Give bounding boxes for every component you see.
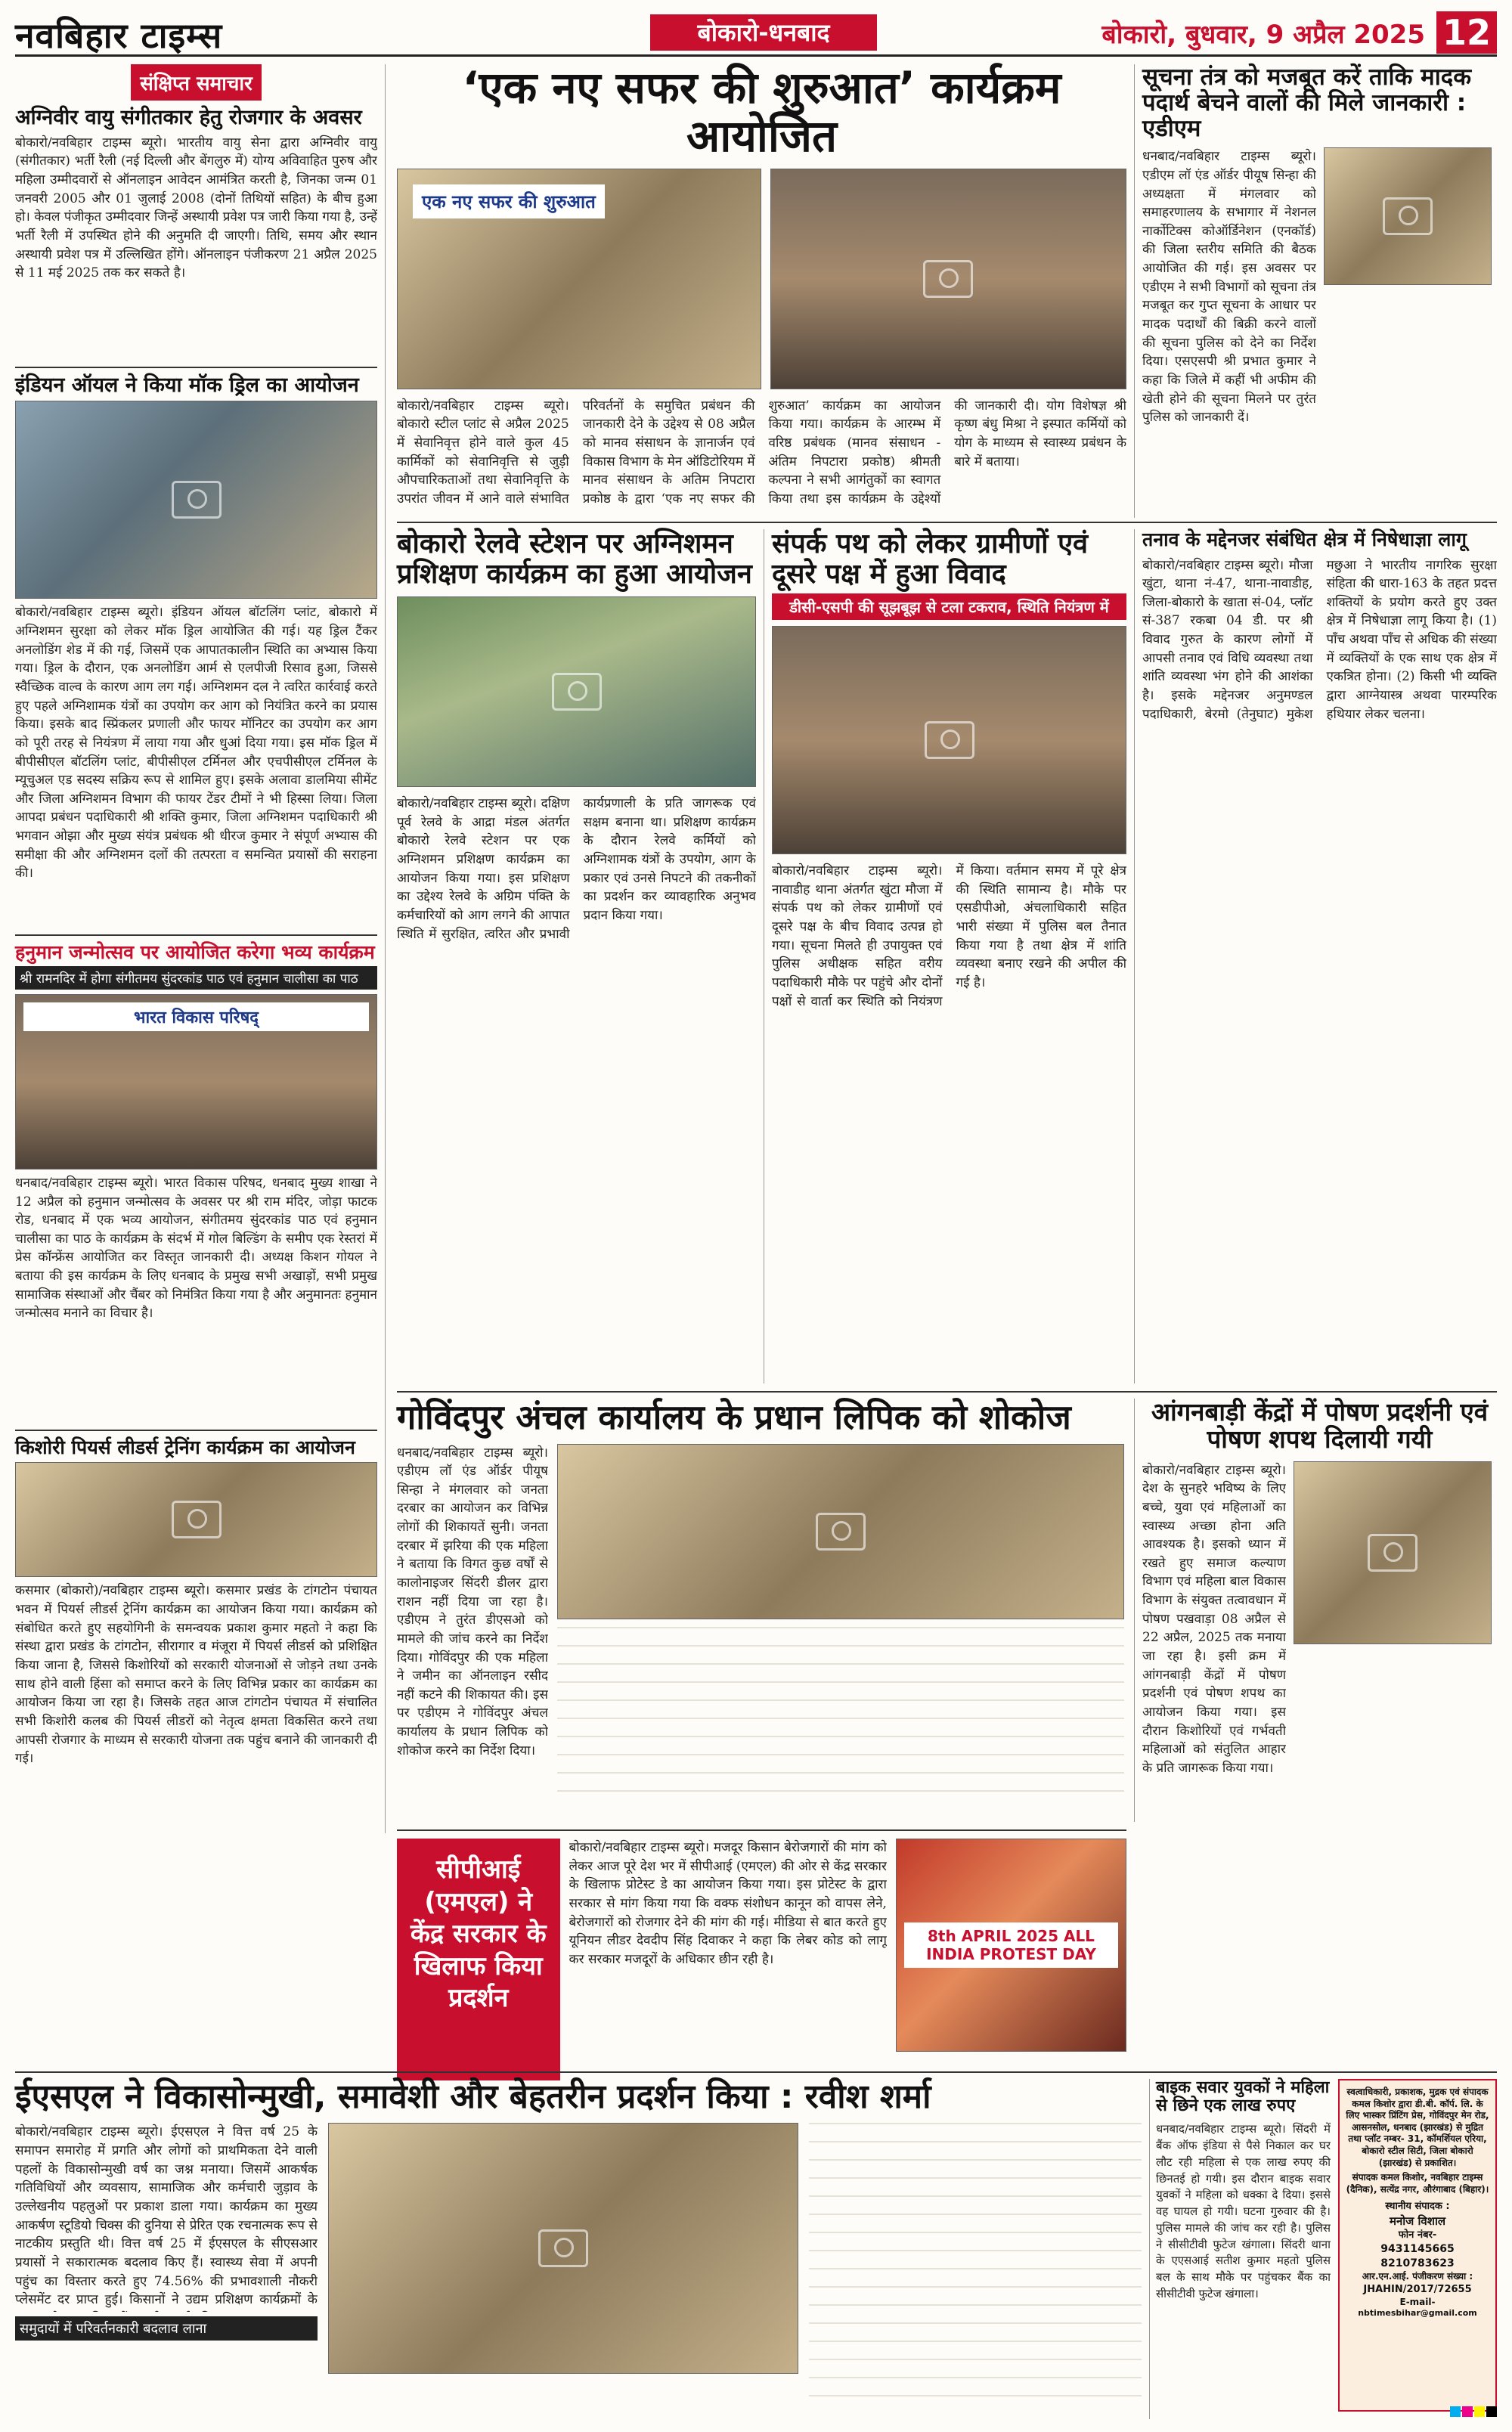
local-editor-name: मनोज विशाल (1389, 2214, 1445, 2228)
lead-headline: ‘एक नए सफर की शुरुआत’ कार्यक्रम आयोजित (462, 62, 1061, 162)
yellow-mark (1474, 2406, 1485, 2417)
photo-icon (1368, 1534, 1418, 1572)
imprint-editor: संपादक कमल किशोर, नवबिहार टाइम्स (दैनिक), सत्येंद्र नगर, औरंगाबाद (बिहार)। (1346, 2172, 1489, 2195)
page-number: 12 (1436, 11, 1497, 54)
gobindpur-story (397, 1399, 1126, 1822)
phone-label: फोन नंबर- (1398, 2229, 1437, 2241)
anganwadi-story (1134, 1399, 1497, 1822)
village-headline: संपर्क पथ को लेकर ग्रामीणों एवं दूसरे पक्ष में हुआ विवाद (772, 528, 1089, 590)
esl-headline: ईएसएल ने विकासोन्मुखी, समावेशी और बेहतरीन प्रदर्शन किया : रवीश शर्मा (15, 2077, 931, 2116)
cpi-ml-box-headline: सीपीआई (एमएल) ने केंद्र सरकार के खिलाफ किया प्रदर्शन (397, 1839, 560, 2080)
lead-body: बोकारो/नवबिहार टाइम्स ब्यूरो। बोकारो स्टील प्लांट से अप्रैल 2025 में सेवानिवृत्त होने वाले कुल 45 कार्मिकों को सेवानिवृत्ति से जुड़ी औपचारिकताओं तथा सेवानिवृत्ति के उपरांत जीवन में आने वाले संभावित परिवर्तनों के समुचित प्रबंधन की जानकारी देने के उद्देश्य से 08 अप्रैल को मानव संसाधन के ज्ञानार्जन एवं विकास विभाग के मेन ऑडिटोरियम में मानव संसाधन के अतिम निपटारा प्रकोष्ठ के द्वारा ‘एक नए सफर की शुरुआत’ कार्यक्रम का आयोजन किया गया। कार्यक्रम के आरम्भ में वरिष्ठ प्रबंधक (मानव संसाधन - अंतिम निपटारा प्रकोष्ठ) श्रीमती कल्पना ने सभी आगंतुकों का स्वागत किया तथा इस कार्यक्रम के उद्देश्यों की जानकारी दी। योग विशेषज्ञ श्री कृष्ण बंधु मिश्रा ने इस्पात कर्मियों को योग के माध्यम से स्वास्थ्य प्रबंधन के बारे में बताया। (397, 398, 1126, 507)
gobindpur-headline: गोविंदपुर अंचल कार्यालय के प्रधान लिपिक को शोकोज (397, 1397, 1071, 1437)
photo-icon (1383, 197, 1433, 235)
photo-icon (538, 2229, 588, 2267)
cpi-ml-story (397, 1829, 1126, 2064)
lead-photo-stage (397, 169, 761, 389)
lead-story (397, 64, 1126, 518)
anganwadi-headline: आंगनबाड़ी केंद्रों में पोषण प्रदर्शनी एवं पोषण शपथ दिलायी गयी (1151, 1397, 1489, 1455)
esl-body: बोकारो/नवबिहार टाइम्स ब्यूरो। ईएसएल ने वित्त वर्ष 25 के समापन समारोह में प्रगति और लोगों को प्राथमिकता देने वाली पहलों के विकासोन्मुखी वर्ष का जश्न मनाया। जिसमें आकर्षक गतिविधियों और व्यवसाय, सामाजिक और कर्मचारी जुड़ाव के उल्लेखनीय पहलुओं पर प्रकाश डाला गया। कार्यक्रम का मुख्य आकर्षण स्टूडियो चिक्स की दुनिया से प्रेरित एक रचनात्मक रूप से नाटकीय प्रस्तुति थी। वित्त वर्ष 25 में ईएसएल के सीएसआर प्रयासों ने सकारात्मक बदलाव किए हैं। स्वास्थ्य सेवा में अपनी पहुंच का विस्तार करते हुए 74.56% की प्रभावशाली नौकरी प्लेसमेंट दर प्राप्त हुई। किसानों ने उद्यम प्रशिक्षण कार्यक्रमों के (15, 2124, 318, 2308)
photo-icon (816, 1513, 866, 1551)
railway-story (397, 529, 756, 1383)
prohibitory-body: बोकारो/नवबिहार टाइम्स ब्यूरो। मौजा खुंटा, थाना नं-47, थाना-नावाडीह, जिला-बोकारो के खाता सं-04, प्लॉट सं-387 रकबा 04 डी. पर श्री विवाद गुरुत के कारण लोगों में आपसी तनाव एवं विधि व्यवस्था तथा शांति व्यवस्था भंग होने की आशंका है। इसके मद्देनजर अनुमण्डल पदाधिकारी, बेरमो (तेनुघाट) मुकेश मछुआ ने भारतीय नागरिक सुरक्षा संहिता की धारा-163 के तहत प्रदत्त शक्तियों के प्रयोग करते हुए उक्त क्षेत्र में निषेधाज्ञा लागू किया है। (1) पाँच अथवा पाँच से अधिक की संख्या में व्यक्तियों के एक साथ एक क्षेत्र में एकत्रित होना। (2) किसी भी व्यक्ति द्वारा आग्नेयास्त्र अथवा पारम्परिक हथियार लेकर चलना। (1142, 557, 1497, 722)
phone-2: 8210783623 (1380, 2257, 1455, 2269)
village-subhead: डीसी-एसपी की सूझबूझ से टला टकराव, स्थिति नियंत्रण में (772, 593, 1126, 620)
cyan-mark (1450, 2406, 1461, 2417)
briefs-label: संक्षिप्त समाचार (131, 64, 262, 101)
village-body: बोकारो/नवबिहार टाइम्स ब्यूरो। नावाडीह थाना अंतर्गत खुंटा मौजा में संपर्क पथ को लेकर ग्रामीणों एवं दूसरे पक्ष के बीच विवाद उत्पन्न हो गया। सूचना मिलते ही उपायुक्त एवं पुलिस अधीक्षक सहित वरीय पदाधिकारी मौके पर पहुंचे और दोनों पक्षों से वार्ता कर स्थिति को नियंत्रण में किया। वर्तमान समय में पूरे क्षेत्र की स्थिति सामान्य है। मौके पर एसडीपीओ, अंचलाधिकारी सहित भारी संख्या में पुलिस बल तैनात किया गया है तथा क्षेत्र में शांति व्यवस्था बनाए रखने की अपील की गई है। (772, 863, 1126, 1009)
divider (397, 522, 1497, 523)
railway-drill-photo (397, 596, 756, 787)
lead-banner-text: एक नए सफर की शुरुआत (413, 184, 605, 218)
left-column-briefs (15, 64, 386, 1833)
village-dispute-story (764, 529, 1126, 1383)
training-photo (15, 1462, 377, 1577)
anganwadi-photo (1294, 1461, 1492, 1644)
narcotics-meeting-photo (1324, 147, 1492, 285)
narcotics-headline: सूचना तंत्र को मजबूत करें ताकि मादक पदार्थ बेचने वालों की मिले जानकारी : एडीएम (1142, 64, 1472, 143)
brief-3-body: धनबाद/नवबिहार टाइम्स ब्यूरो। भारत विकास परिषद, धनबाद मुख्य शाखा ने 12 अप्रैल को हनुमान जन्मोत्सव के अवसर पर श्री राम मंदिर, जोड़ा फाटक रोड, धनबाद में एक भव्य आयोजन, संगीतमय सुंदरकांड पाठ एवं हनुमान चालीसा का पाठ के कार्यक्रम के संदर्भ में गोल बिल्डिंग के समीप एक रेस्तरां में प्रेस कॉन्फ्रेंस आयोजित कर विस्तृत जानकारी दी। अध्यक्ष किशन गोयल ने बताया की इस कार्यक्रम के लिए धनबाद के प्रमुख सभी अखाड़ों, सभी प्रमुख सामाजिक संस्थाओं और चैंबर को निमंत्रित किया गया है और अनुमानतः हनुमान जन्मोत्सव मनाने का विचार है। (15, 1175, 377, 1321)
gobindpur-continued-text (557, 1627, 1124, 1808)
email-label: E-mail- (1399, 2297, 1436, 2308)
mock-drill-photo (15, 401, 377, 599)
local-editor-label: स्थानीय संपादक : (1385, 2201, 1450, 2213)
esl-story (15, 2079, 1142, 2419)
bike-body: धनबाद/नवबिहार टाइम्स ब्यूरो। सिंदरी में बैंक ऑफ इंडिया से पैसे निकाल कर घर लौट रही महिला से एक लाख रुपए की छिनतई हो गयी। इस दौरान बाइक सवार युवकों ने महिला को धक्का दे दिया। इससे वह घायल हो गयी। घटना गुरुवार की है। पुलिस मामले की जांच कर रही है। पुलिस ने सीसीटीवी फुटेज खंगाला। सिंदरी थाना के एएसआई सतीश कुमार महतो पुलिस बल के साथ मौके पर पहुंचकर बैंक का सीसीटीवी फुटेज खंगाला। (1156, 2122, 1331, 2300)
brief-2-headline: इंडियन ऑयल ने किया मॉक ड्रिल का आयोजन (15, 373, 359, 397)
black-mark (1486, 2406, 1497, 2417)
anganwadi-body: बोकारो/नवबिहार टाइम्स ब्यूरो। देश के सुनहरे भविष्य के लिए बच्चे, युवा एवं महिलाओं का स्वास्थ्य अच्छा होना अति आवश्यक है। इसको ध्यान में रखते हुए समाज कल्याण विभाग एवं महिला बाल विकास विभाग के संयुक्त तत्वावधान में पोषण पखवाड़ा 08 अप्रैल से 22 अप्रैल, 2025 तक मनाया जा रहा है। इसी क्रम में आंगनबाड़ी केंद्रों में पोषण प्रदर्शनी एवं पोषण शपथ का आयोजन किया गया। इस दौरान किशोरियों एवं गर्भवती महिलाओं को संतुलित आहार के प्रति जागरूक किया गया। (1142, 1462, 1286, 1776)
masthead (15, 11, 1497, 57)
railway-body: बोकारो/नवबिहार टाइम्स ब्यूरो। दक्षिण पूर्व रेलवे के आद्रा मंडल अंतर्गत बोकारो रेलवे स्टेशन पर एक अग्निशमन प्रशिक्षण कार्यक्रम का आयोजन किया गया। इस प्रशिक्षण का उद्देश्य रेलवे के अग्रिम पंक्ति के कर्मचारियों को आग लगने की आपात स्थिति में सुरक्षित, त्वरित और प्रभावी कार्यप्रणाली के प्रति जागरूक एवं सक्षम बनाना था। प्रशिक्षण कार्यक्रम के दौरान रेलवे कर्मियों को अग्निशामक यंत्रों के उपयोग, आग के प्रकार एवं उनसे निपटने की तकनीकों का प्रदर्शन कर व्यावहारिक अनुभव प्रदान किया गया। (397, 796, 756, 942)
protest-banner-text: 8th APRIL 2025 ALL INDIA PROTEST DAY (904, 1922, 1118, 1968)
brief-4-body: कसमार (बोकारो)/नवबिहार टाइम्स ब्यूरो। कसमार प्रखंड के टांगटोन पंचायत भवन में पियर्स लीडर्स ट्रेनिंग कार्यक्रम का आयोजन किया गया। कार्यक्रम को संबोधित करते हुए सहयोगिनी के समन्वयक प्रकाश कुमार महतो ने कहा कि संस्था द्वारा प्रखंड के टांगटोन, सीरागार व मंजूरा में पियर्स लीडर्स को प्रशिक्षित किया जाना है, जिससे किशोरियों को सरकारी योजनाओं से जोड़ने तथा उनके साथ होने वाली हिंसा को समाप्त करने के लिए विभिन्न प्रकार का कार्यक्रम का आयोजन किया जा रहा है। जिसके तहत आज टांगटोन पंचायत में संचालित सभी किशोरी कलब की पियर्स लीडरों को नेतृत्व क्षमता विकसित करने तथा आपसी रोजगार के माध्यम से सरकारी योजना तक पहुंच बनाने की जानकारी दी गई। (15, 1583, 377, 1767)
cmyk-registration-marks (1450, 2406, 1497, 2417)
imprint-box (1338, 2079, 1497, 2412)
magenta-mark (1462, 2406, 1473, 2417)
gobindpur-body: धनबाद/नवबिहार टाइम्स ब्यूरो। एडीएम लॉ एंड ऑर्डर पीयूष सिन्हा ने मंगलवार को जनता दरबार का आयोजन कर विभिन्न लोगों की शिकायतें सुनी। जनता दरबार में झरिया की एक महिला ने बताया कि विगत कुछ वर्षों से कालोनाइजर सिंदरी डीलर द्वारा राशन नहीं दिया जा रहा है। एडीएम ने तुरंत डीएसओ को मामले की जांच करने का निर्देश दिया। गोविंदपुर की एक महिला ने जमीन का ऑनलाइन रसीद नहीं कटने की शिकायत की। इस पर एडीएम ने गोविंदपुर अंचल कार्यालय के प्रधान लिपिक को शोकोज करने का निर्देश दिया। (397, 1445, 548, 1758)
village-crowd-photo (772, 626, 1126, 854)
brief-1-body: बोकारो/नवबिहार टाइम्स ब्यूरो। भारतीय वायु सेना द्वारा अग्निवीर वायु (संगीतकार) भर्ती रैली (नई दिल्ली और बेंगलुरु में) योग्य अविवाहित पुरुष और महिला उम्मीदवारों से ऑनलाइन आवेदन आमंत्रित करती है, जिनका जन्म 01 जनवरी 2005 और 01 जुलाई 2008 (दोनों तिथियों सहित) के बीच हुआ हो। केवल पंजीकृत उम्मीदवार जिन्हें अस्थायी प्रवेश पत्र जारी किया गया है, उन्हें भर्ती रैली में उपस्थित होने की अनुमति दी जाएगी। तिथि, समय और स्थान अस्थायी प्रवेश पत्र में उल्लिखित होंगे। ऑनलाइन पंजीकरण 21 अप्रैल 2025 से 11 मई 2025 तक कर सकते है। (15, 135, 377, 281)
janta-darbar-photo (557, 1444, 1124, 1619)
issue-dateline: बोकारो, बुधवार, 9 अप्रैल 2025 (1101, 20, 1425, 50)
narcotics-story (1134, 64, 1497, 518)
photo-icon (172, 1501, 222, 1538)
brief-2-body: बोकारो/नवबिहार टाइम्स ब्यूरो। इंडियन ऑयल बॉटलिंग प्लांट, बोकारो में अग्निशमन सुरक्षा को लेकर मॉक ड्रिल आयोजित की गई। यह ड्रिल टैंकर अनलोडिंग शेड में की गई, जिसमें एक आपातकालीन स्थिति का अभ्यास किया गया। ड्रिल के दौरान, एक अनलोडिंग आर्म से एलपीजी रिसाव हुआ, जिससे स्वैच्छिक वाल्व के कारण आग लग गई। अग्निशमन दल ने त्वरित कार्रवाई करते हुए पहले अग्निशामक यंत्रों का उपयोग कर आग को नियंत्रित करने का प्रयास किया। इसके बाद स्प्रिंकलर प्रणाली और फायर मॉनिटर का उपयोग कर आग को पूरी तरह से नियंत्रण में लाया गया और धुआं दिया गया। इस मॉक ड्रिल में बीपीसीएल बॉटलिंग प्लांट, बीपीसीएल टर्मिनल और एचपीसीएल टर्मिनल के म्यूचुअल एड सदस्य सक्रिय रूप से शामिल हुए। इसके अलावा डालमिया सीमेंट और जिला अग्निशमन विभाग की फायर टेंडर टीमों ने भी हिस्सा लिया। जिला आपदा प्रबंधन पदाधिकारी श्री शक्ति कुमार, जिला अग्निशमन पदाधिकारी श्री भगवान ओझा और मुख्य संयंत्र प्रबंधक श्री धीरज कुमार ने संपूर्ण अभ्यास की समीक्षा की और अग्निशमन दलों की तत्परता व समन्वित प्रयासों की सराहना की। (15, 605, 377, 881)
phone-1: 9431145665 (1380, 2242, 1455, 2255)
rni-label: आर.एन.आई. पंजीकरण संख्या : (1362, 2271, 1473, 2282)
press-conference-photo (15, 994, 377, 1170)
lead-photo-audience (770, 169, 1127, 389)
newspaper-name: नवबिहार टाइम्स (15, 15, 223, 56)
esl-subhead: समुदायों में परिवर्तनकारी बदलाव लाना (15, 2316, 318, 2341)
cpi-ml-body: बोकारो/नवबिहार टाइम्स ब्यूरो। मजदूर किसान बेरोजगारों की मांग को लेकर आज पूरे देश भर में सीपीआई (एमएल) की ओर से केंद्र सरकार के खिलाफ प्रोटेस्ट डे का आयोजन किया गया। इस प्रोटेस्ट के द्वारा सरकार से मांग किया गया कि वक्फ संशोधन कानून को वापस लेने, बेरोजगारों को रोजगार देने की मांग की गई। मीडिया से बात करते हुए यूनियन लीडर देवदीप सिंह दिवाकर ने कहा कि लेबर कोड को लागू कर सरकार मजदूरों के अधिकार छीन रही है। (569, 1840, 887, 1967)
brief-3-headline: हनुमान जन्मोत्सव पर आयोजित करेगा भव्य कार्यक्रम (15, 941, 375, 964)
prohibitory-order-story (1134, 529, 1497, 1383)
photo-icon (552, 673, 602, 711)
photo-icon (172, 481, 222, 519)
prohibitory-headline: तनाव के मद्देनजर संबंधित क्षेत्र में निषेधाज्ञा लागू (1142, 528, 1467, 550)
divider (397, 1391, 1497, 1393)
railway-headline: बोकारो रेलवे स्टेशन पर अग्निशमन प्रशिक्षण कार्यक्रम का हुआ आयोजन (397, 528, 752, 590)
brief-1-headline: अग्निवीर वायु संगीतकार हेतु रोजगार के अवसर (15, 106, 362, 129)
esl-continued-text (809, 2123, 1142, 2403)
brief-3-subhead: श्री रामनदिर में होगा संगीतमय सुंदरकांड पाठ एवं हनुमान चालीसा का पाठ (15, 966, 377, 990)
cpi-ml-protest-photo (896, 1839, 1126, 2052)
bike-headline: बाइक सवार युवकों ने महिला से छिने एक लाख रुपए (1156, 2078, 1330, 2116)
imprint-text: स्वत्वाधिकारी, प्रकाशक, मुद्रक एवं संपादक कमल किशोर द्वारा डी.बी. कॉर्प. लि. के लिए भास्कर प्रिंटिंग प्रेस, गोविंदपुर मेन रोड, आसनसोल, धनबाद (झारखंड) से मुद्रित तथा प्लॉट नम्बर- 31, कॉमर्शियल एरिया, बोकारो स्टील सिटी, जिला बोकारो (झारखंड) से प्रकाशित। (1346, 2087, 1489, 2168)
divider (15, 2071, 1497, 2073)
brief-4-headline: किशोरी पियर्स लीडर्स ट्रेनिंग कार्यक्रम का आयोजन (15, 1436, 355, 1458)
photo-banner-text: भारत विकास परिषद् (23, 1002, 369, 1031)
rni-number: JHAHIN/2017/72655 (1363, 2283, 1472, 2295)
section-tab: बोकारो-धनबाद (650, 14, 877, 51)
narcotics-body: धनबाद/नवबिहार टाइम्स ब्यूरो। एडीएम लॉ एंड ऑर्डर पीयूष सिन्हा की अध्यक्षता में मंगलवार को समाहरणालय के सभागार में नेशनल नार्कोटिक्स कोऑर्डिनेशन (एनकॉर्ड) की जिला स्तरीय समिति की बैठक आयोजित की गई। इस अवसर पर एडीएम ने सभी विभागों को सूचना तंत्र मजबूत कर गुप्त सूचना के आधार पर मादक पदार्थों की बिक्री करने वालों की सूचना पुलिस को देने का निर्देश दिया। एसएसपी श्री प्रभात कुमार ने कहा कि जिले में कहीं भी अफीम की खेती होने की सूचना मिलने पर तुरंत पुलिस को जानकारी दें। (1142, 149, 1316, 426)
photo-icon (925, 721, 974, 759)
esl-event-photo (328, 2123, 798, 2374)
photo-icon (923, 260, 973, 298)
bike-snatching-story (1149, 2079, 1331, 2419)
email-address: nbtimesbihar@gmail.com (1358, 2308, 1477, 2319)
